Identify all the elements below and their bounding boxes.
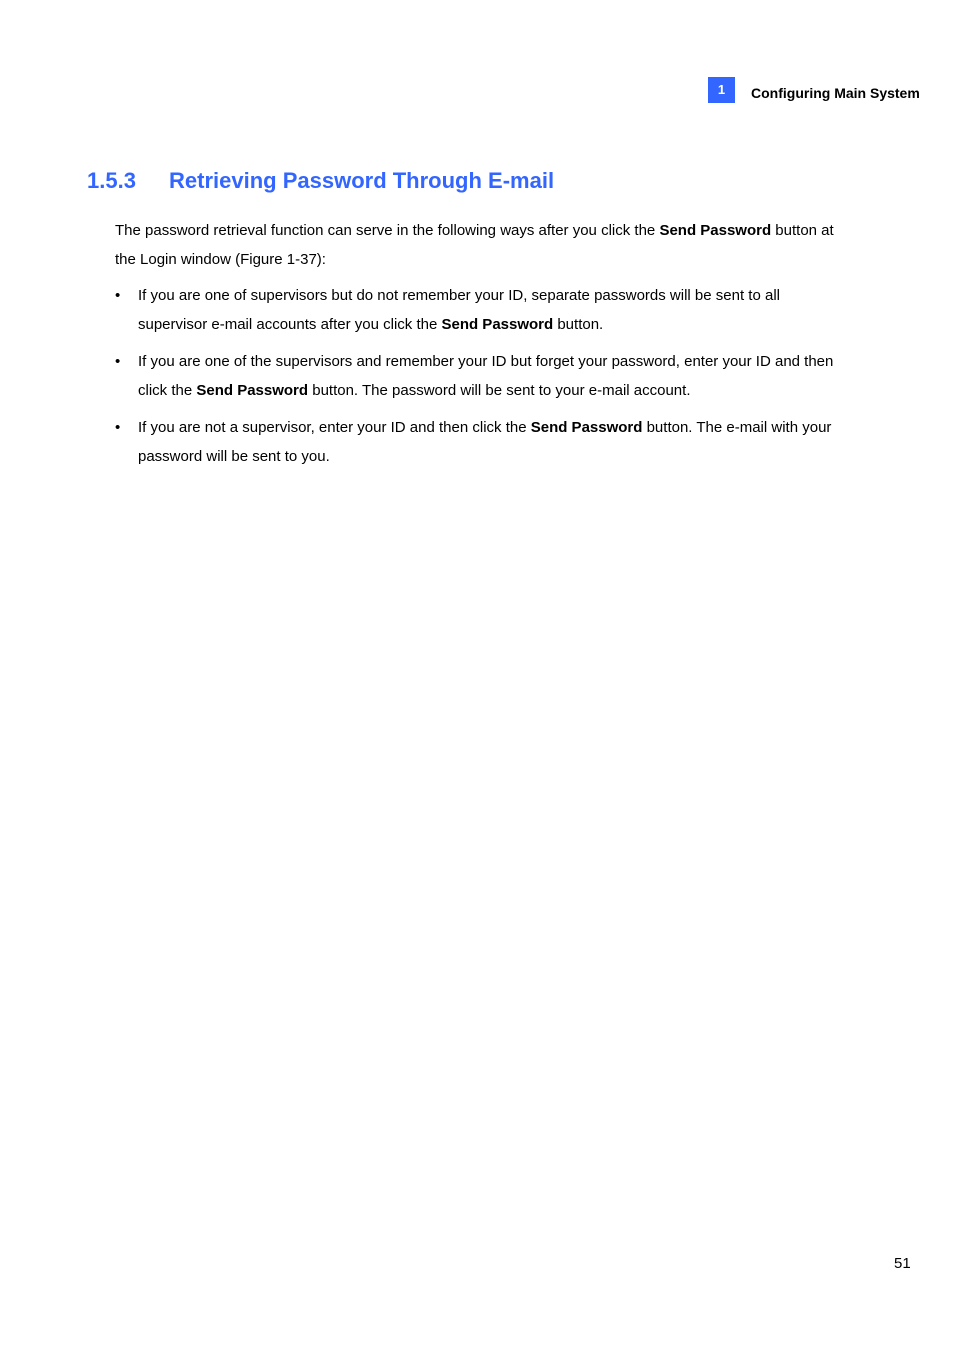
intro-bold-term: Send Password	[659, 222, 772, 239]
list-item	[115, 348, 843, 405]
list-item-text-before: If you are one of the supervisors and remember your ID but forget your password, enter your ID and then click the	[138, 353, 834, 399]
chapter-number-badge: 1	[708, 77, 735, 103]
chapter-title: Configuring Main System	[751, 85, 920, 101]
bullet-icon: •	[115, 287, 121, 304]
list-item-text-before: If you are one of supervisors but do not remember your ID, separate passwords will be sent to all supervisor e-mail accounts after you click the	[138, 287, 780, 333]
list-item-text-after: button. The e-mail with your password will be sent to you.	[138, 419, 832, 465]
list-item-text-before: If you are not a supervisor, enter your ID and then click the	[138, 419, 531, 436]
bullet-icon: •	[115, 353, 121, 370]
list-item	[115, 282, 843, 339]
list-item	[115, 414, 843, 471]
list-item-text-after: button.	[553, 315, 604, 333]
section-heading	[87, 168, 554, 194]
list-item-bold-term: Send Password	[441, 315, 554, 333]
intro-text-before: The password retrieval function can serve in the following ways after you click the	[115, 222, 660, 239]
intro-text-after: button at the Login window (Figure 1-37):	[115, 222, 834, 268]
section-number: 1.5.3	[87, 168, 136, 193]
bullet-icon: •	[115, 419, 121, 436]
page-number: 51	[894, 1255, 911, 1272]
intro-paragraph	[115, 216, 840, 274]
list-item-bold-term: Send Password	[196, 381, 309, 399]
list-item-bold-term: Send Password	[530, 419, 643, 436]
section-title: Retrieving Password Through E-mail	[169, 168, 555, 193]
bullet-list	[115, 282, 843, 480]
list-item-text-after: button. The password will be sent to your e-mail account.	[308, 381, 691, 399]
